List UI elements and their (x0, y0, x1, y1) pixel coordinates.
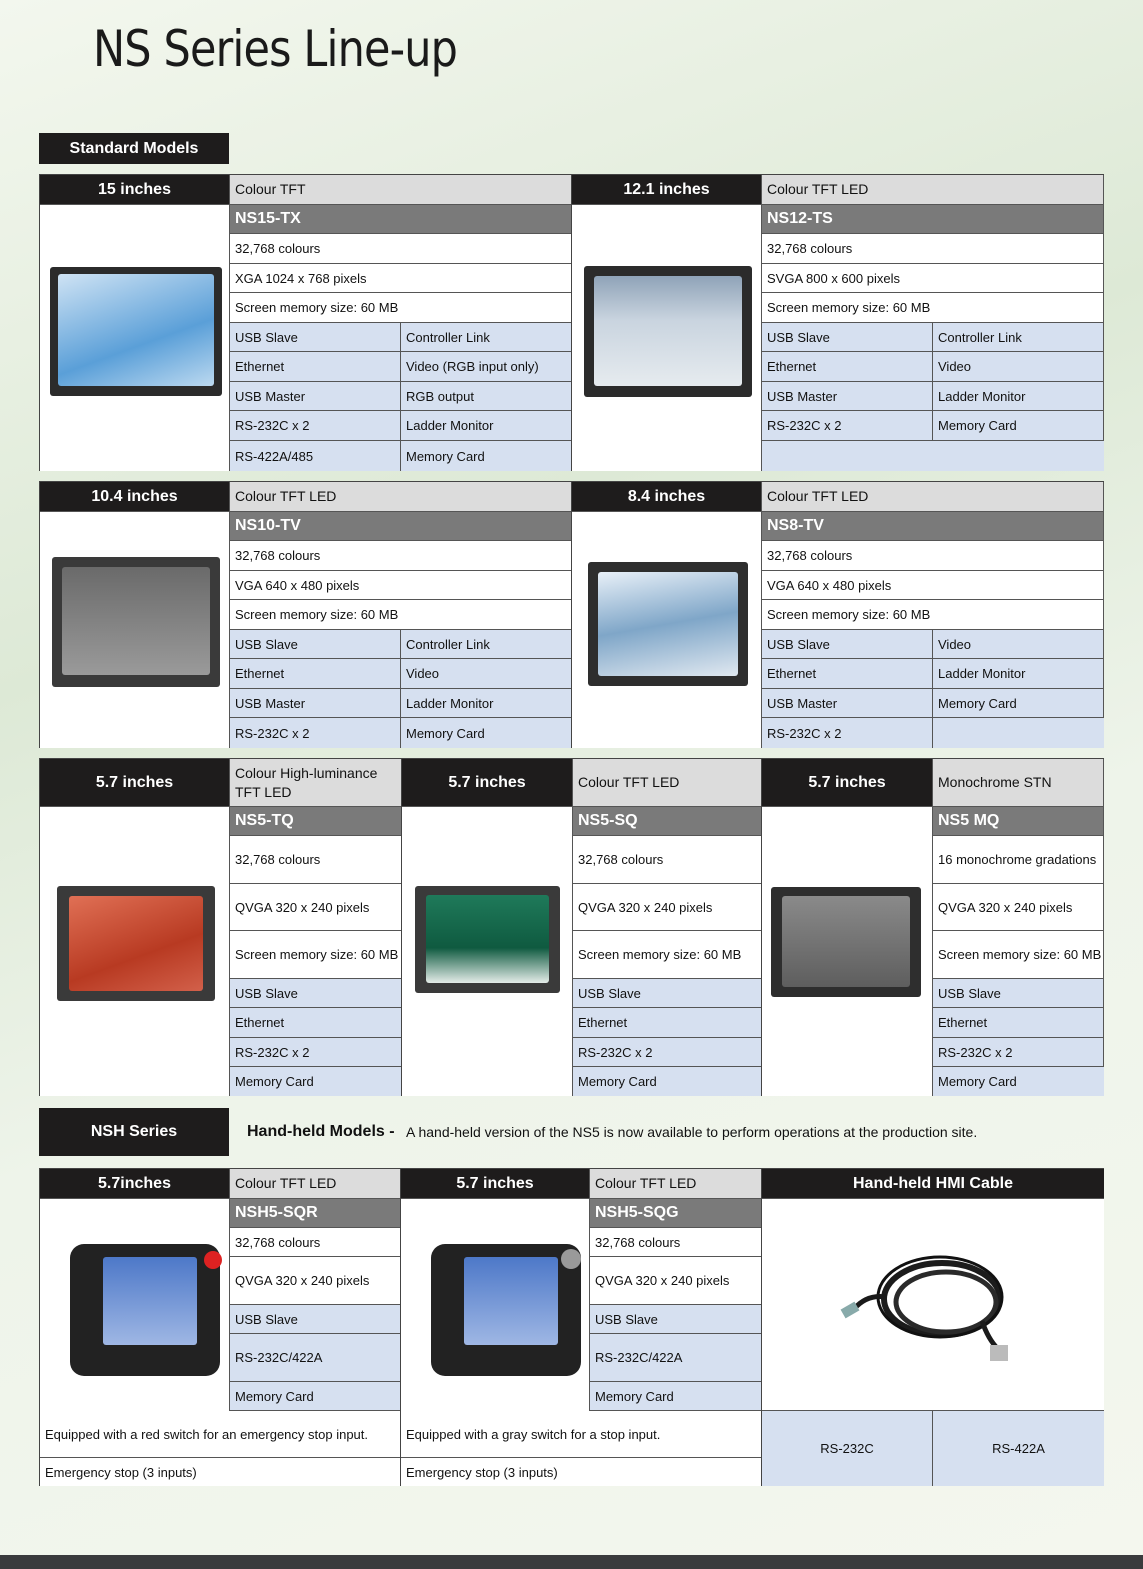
handheld-cable-card (761, 1168, 1104, 1486)
feature-cell: Ethernet (762, 352, 933, 382)
stop-inputs: Emergency stop (3 inputs) (40, 1458, 401, 1486)
model-card-nsh5-sqg (400, 1168, 762, 1486)
product-image (572, 205, 762, 471)
display-type: Colour TFT LED (590, 1169, 762, 1199)
switch-note: Equipped with a red switch for an emergency stop input. (40, 1411, 401, 1458)
model-card-ns15 (39, 174, 572, 471)
spec-row: Screen memory size: 60 MB (230, 293, 572, 323)
product-image (40, 205, 230, 471)
switch-note: Equipped with a gray switch for a stop input. (401, 1411, 762, 1458)
feature-cell: RS-232C x 2 (230, 718, 401, 748)
spec-row: 32,768 colours (230, 234, 572, 264)
empty-feature-cell (933, 718, 1104, 748)
feature-cell: RGB output (401, 382, 572, 411)
feature-cell: USB Slave (230, 630, 401, 659)
feature-cell: USB Master (762, 689, 933, 718)
display-type: Colour TFT LED (230, 482, 572, 512)
size-header: 5.7inches (40, 1169, 230, 1199)
feature-cell: Memory Card (230, 1382, 401, 1411)
cable-image (762, 1199, 1104, 1411)
feature-cell: RS-232C/422A (230, 1334, 401, 1382)
nsh-series-tab: NSH Series (39, 1108, 229, 1156)
size-header: 5.7 inches (40, 759, 230, 807)
feature-cell: RS-232C/422A (590, 1334, 762, 1382)
spec-row: Screen memory size: 60 MB (573, 931, 762, 979)
feature-cell: Ethernet (573, 1008, 762, 1038)
feature-cell: USB Slave (573, 979, 762, 1008)
spec-row: QVGA 320 x 240 pixels (230, 884, 402, 931)
product-image (402, 807, 573, 1096)
feature-cell: USB Slave (933, 979, 1104, 1008)
product-image (572, 512, 762, 748)
spec-row: QVGA 320 x 240 pixels (933, 884, 1104, 931)
spec-row: Screen memory size: 60 MB (933, 931, 1104, 979)
size-header: 15 inches (40, 175, 230, 205)
feature-cell: Memory Card (933, 411, 1104, 441)
spec-row: XGA 1024 x 768 pixels (230, 264, 572, 293)
spec-row: QVGA 320 x 240 pixels (230, 1257, 401, 1305)
spec-row: VGA 640 x 480 pixels (762, 571, 1104, 600)
display-type: Monochrome STN (933, 759, 1104, 807)
cable-option: RS-232C (762, 1411, 933, 1486)
size-header: 5.7 inches (402, 759, 573, 807)
feature-cell: RS-232C x 2 (573, 1038, 762, 1067)
spec-row: 16 monochrome gradations (933, 836, 1104, 884)
spec-row: QVGA 320 x 240 pixels (590, 1257, 762, 1305)
feature-cell: Video (401, 659, 572, 689)
feature-cell: USB Slave (590, 1305, 762, 1334)
size-header: 12.1 inches (572, 175, 762, 205)
feature-cell: USB Master (230, 382, 401, 411)
spec-row: 32,768 colours (230, 541, 572, 571)
spec-row: SVGA 800 x 600 pixels (762, 264, 1104, 293)
feature-cell: Controller Link (933, 323, 1104, 352)
feature-cell: Video (933, 352, 1104, 382)
size-header: 5.7 inches (762, 759, 933, 807)
feature-cell: Memory Card (401, 441, 572, 471)
feature-cell: Ethernet (230, 1008, 402, 1038)
feature-cell: Memory Card (573, 1067, 762, 1096)
page-title: NS Series Line-up (93, 20, 458, 78)
feature-cell: Video (RGB input only) (401, 352, 572, 382)
model-name: NS15-TX (230, 205, 572, 234)
stop-inputs: Emergency stop (3 inputs) (401, 1458, 762, 1486)
feature-cell: Ladder Monitor (933, 659, 1104, 689)
spec-row: 32,768 colours (573, 836, 762, 884)
model-card-ns8 (571, 481, 1104, 748)
spec-row: Screen memory size: 60 MB (230, 931, 402, 979)
feature-cell: USB Slave (762, 630, 933, 659)
display-type: Colour TFT LED (762, 175, 1104, 205)
spec-row: QVGA 320 x 240 pixels (573, 884, 762, 931)
size-header: 5.7 inches (401, 1169, 590, 1199)
model-card-ns5tq (39, 758, 402, 1096)
model-card-ns10 (39, 481, 572, 748)
product-image (401, 1199, 590, 1411)
feature-cell: Memory Card (401, 718, 572, 748)
cable-header: Hand-held HMI Cable (762, 1169, 1104, 1199)
model-card-nsh5-sqr (39, 1168, 401, 1486)
spec-row: 32,768 colours (230, 836, 402, 884)
model-name: NS8-TV (762, 512, 1104, 541)
spec-row: Screen memory size: 60 MB (762, 293, 1104, 323)
product-image (40, 512, 230, 748)
handheld-description: A hand-held version of the NS5 is now available to perform operations at the production site. (406, 1124, 978, 1140)
spec-row: 32,768 colours (230, 1228, 401, 1257)
feature-cell: Memory Card (933, 1067, 1104, 1096)
model-card-ns12 (571, 174, 1104, 471)
feature-cell: Memory Card (590, 1382, 762, 1411)
feature-cell: RS-232C x 2 (762, 411, 933, 441)
standard-models-tab: Standard Models (39, 133, 229, 164)
spec-row: Screen memory size: 60 MB (230, 600, 572, 630)
display-type: Colour TFT LED (230, 1169, 401, 1199)
model-name: NS10-TV (230, 512, 572, 541)
empty-feature-cell (762, 441, 1104, 471)
feature-cell: Video (933, 630, 1104, 659)
feature-cell: USB Master (230, 689, 401, 718)
product-image (40, 1199, 230, 1411)
spec-row: Screen memory size: 60 MB (762, 600, 1104, 630)
spec-row: VGA 640 x 480 pixels (230, 571, 572, 600)
feature-cell: USB Slave (762, 323, 933, 352)
model-name: NS5-SQ (573, 807, 762, 836)
feature-cell: Memory Card (230, 1067, 402, 1096)
size-header: 10.4 inches (40, 482, 230, 512)
feature-cell: Ladder Monitor (401, 411, 572, 441)
feature-cell: Ladder Monitor (933, 382, 1104, 411)
feature-cell: USB Master (762, 382, 933, 411)
display-type: Colour TFT LED (573, 759, 762, 807)
model-name: NS12-TS (762, 205, 1104, 234)
display-type: Colour TFT LED (762, 482, 1104, 512)
model-name: NS5 MQ (933, 807, 1104, 836)
feature-cell: RS-422A/485 (230, 441, 401, 471)
display-type: Colour High-luminance TFT LED (230, 759, 402, 807)
feature-cell: RS-232C x 2 (230, 411, 401, 441)
feature-cell: Controller Link (401, 323, 572, 352)
model-name: NS5-TQ (230, 807, 402, 836)
feature-cell: Memory Card (933, 689, 1104, 718)
feature-cell: RS-232C x 2 (762, 718, 933, 748)
feature-cell: Ethernet (230, 352, 401, 382)
spec-row: 32,768 colours (590, 1228, 762, 1257)
feature-cell: Ethernet (933, 1008, 1104, 1038)
handheld-heading: Hand-held Models - (247, 1123, 395, 1140)
model-name: NSH5-SQG (590, 1199, 762, 1228)
model-card-ns5mq (761, 758, 1104, 1096)
feature-cell: Ethernet (762, 659, 933, 689)
feature-cell: USB Slave (230, 1305, 401, 1334)
product-image (40, 807, 230, 1096)
spec-row: 32,768 colours (762, 234, 1104, 264)
feature-cell: USB Slave (230, 979, 402, 1008)
feature-cell: Controller Link (401, 630, 572, 659)
display-type: Colour TFT (230, 175, 572, 205)
feature-cell: Ethernet (230, 659, 401, 689)
feature-cell: USB Slave (230, 323, 401, 352)
feature-cell: RS-232C x 2 (230, 1038, 402, 1067)
footer-bar (0, 1555, 1143, 1569)
feature-cell: Ladder Monitor (401, 689, 572, 718)
model-name: NSH5-SQR (230, 1199, 401, 1228)
feature-cell: RS-232C x 2 (933, 1038, 1104, 1067)
spec-row: 32,768 colours (762, 541, 1104, 571)
cable-option: RS-422A (933, 1411, 1104, 1486)
product-image (762, 807, 933, 1096)
model-card-ns5sq (401, 758, 762, 1096)
size-header: 8.4 inches (572, 482, 762, 512)
